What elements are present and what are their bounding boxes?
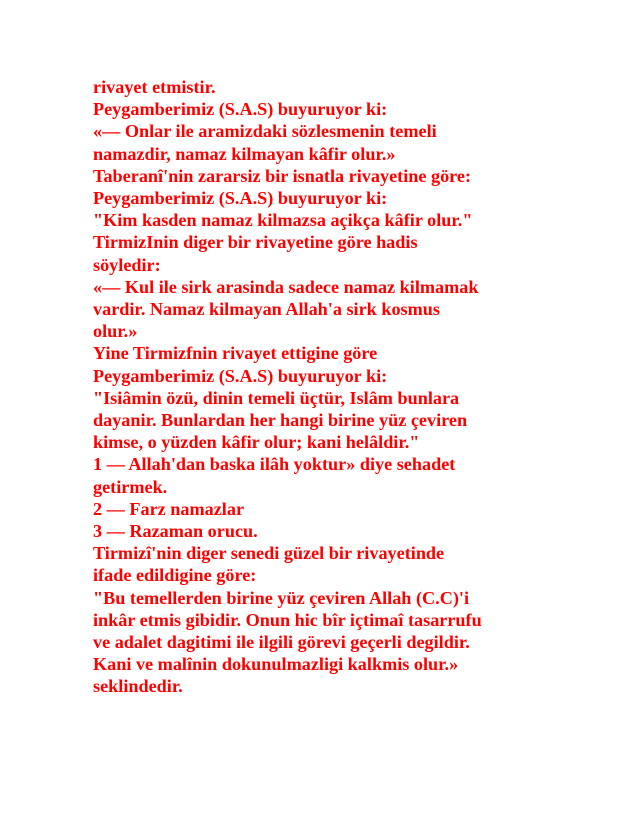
text-line: getirmek. bbox=[93, 476, 168, 497]
text-line: "Kim kasden namaz kilmazsa açikça kâfir olur." bbox=[93, 210, 473, 231]
text-line: Yine Tirmizfnin rivayet ettigine göre bbox=[93, 343, 378, 364]
text-line: Peygamberimiz (S.A.S) buyuruyor ki: bbox=[93, 99, 388, 120]
text-line: TirmizInin diger bir rivayetine göre hadis bbox=[93, 232, 418, 253]
text-line: dayanir. Bunlardan her hangi birine yüz çeviren bbox=[93, 410, 468, 431]
text-line: 2 — Farz namazlar bbox=[93, 498, 245, 519]
text-line: ifade edildigine göre: bbox=[93, 565, 257, 586]
text-line: "Isiâmin özü, dinin temeli üçtür, Islâm bunlara bbox=[93, 387, 460, 408]
text-line: vardir. Namaz kilmayan Allah'a sirk kosmus bbox=[93, 299, 440, 320]
text-line: «— Kul ile sirk arasinda sadece namaz kilmamak bbox=[93, 276, 479, 297]
text-line: olur.» bbox=[93, 321, 138, 342]
text-line: Kani ve malînin dokunulmazligi kalkmis olur.» bbox=[93, 654, 459, 675]
text-line: «— Onlar ile aramizdaki sözlesmenin temeli bbox=[93, 121, 437, 142]
text-line: rivayet etmistir. bbox=[93, 77, 216, 97]
text-line: ve adalet dagitimi ile ilgili görevi geçerli degildir. bbox=[93, 632, 470, 653]
text-line: "Bu temellerden birine yüz çeviren Allah (C.C)'i bbox=[93, 587, 469, 608]
text-line: 3 — Razaman orucu. bbox=[93, 521, 258, 542]
text-line: kimse, o yüzden kâfir olur; kani helâldir." bbox=[93, 432, 420, 453]
text-line: söyledir: bbox=[93, 254, 161, 275]
text-line: inkâr etmis gibidir. Onun hic bîr içtimaî tasarrufu bbox=[93, 609, 482, 630]
text-line: Taberanî'nin zararsiz bir isnatla rivayetine göre: bbox=[93, 165, 472, 186]
text-line: namazdir, namaz kilmayan kâfir olur.» bbox=[93, 143, 396, 164]
text-line: 1 — Allah'dan baska ilâh yoktur» diye sehadet bbox=[93, 454, 456, 475]
text-line: Peygamberimiz (S.A.S) buyuruyor ki: bbox=[93, 365, 388, 386]
text-line: Tirmizî'nin diger senedi güzel bir rivayetinde bbox=[93, 543, 445, 564]
text-line: Peygamberimiz (S.A.S) buyuruyor ki: bbox=[93, 188, 388, 209]
text-line: seklindedir. bbox=[93, 676, 183, 697]
document-text bbox=[93, 76, 613, 698]
